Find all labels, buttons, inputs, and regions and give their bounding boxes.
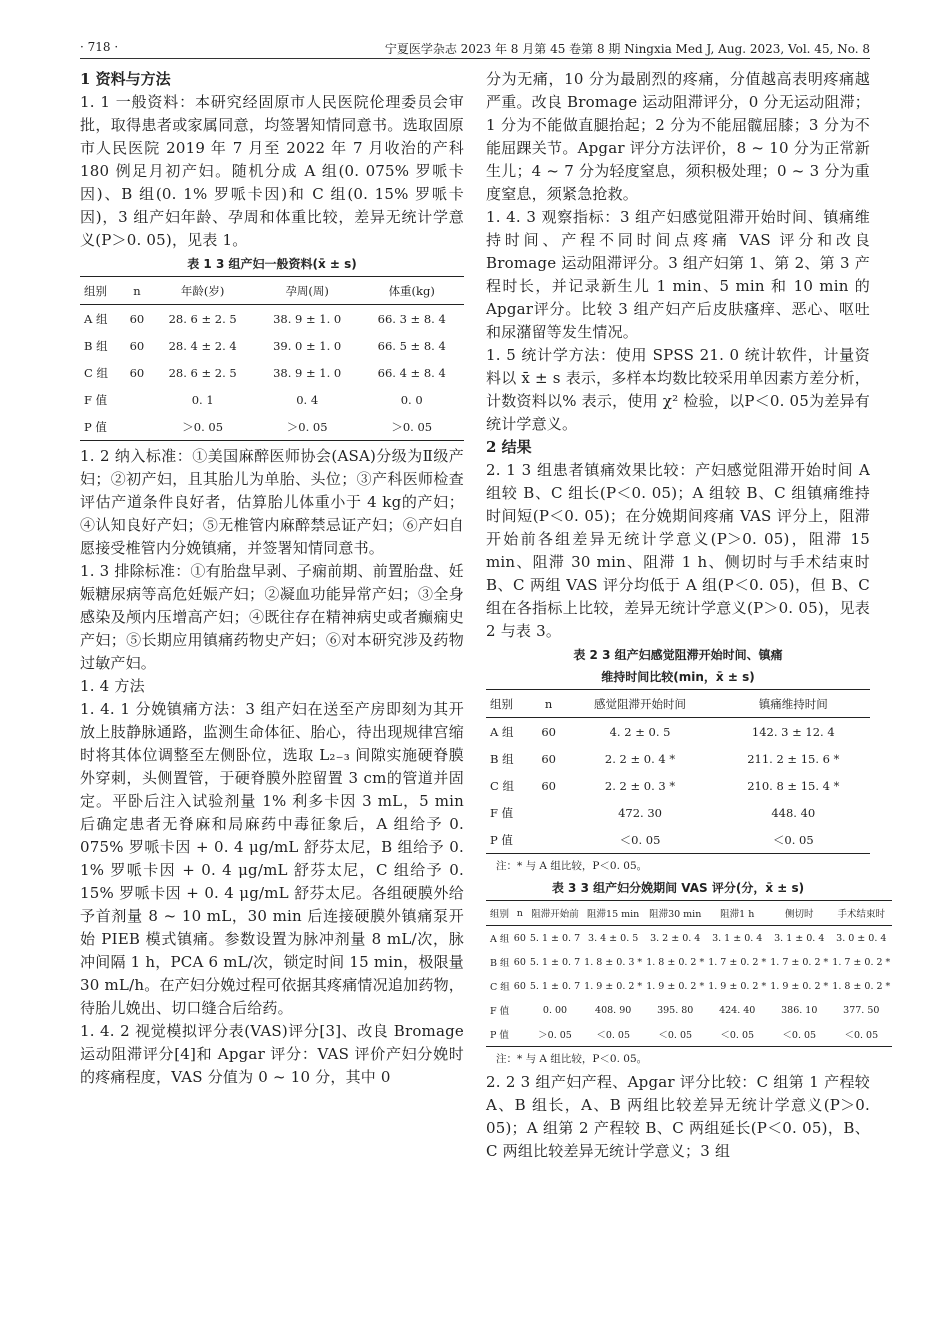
table-cell: 0. 1 <box>191 392 214 407</box>
paragraph-1-4: 1. 4 方法 <box>80 677 145 695</box>
table-row <box>486 799 870 826</box>
table-row <box>486 926 892 951</box>
table-cell: ＜0. 05 <box>844 1030 879 1041</box>
table-cell: ＜0. 05 <box>596 1030 631 1041</box>
table-cell <box>512 1022 528 1047</box>
table-cell: 1. 7 ± 0. 2 * <box>708 956 767 968</box>
table-cell: 0. 00 <box>542 1004 568 1016</box>
table-cell: 60 <box>513 980 526 992</box>
table-row <box>486 772 870 799</box>
table-cell: 5. 1 ± 0. 7 <box>529 956 581 968</box>
table-cell: P 值 <box>490 832 513 847</box>
table-cell: A 组 <box>84 311 108 326</box>
table-cell: 386. 10 <box>781 1004 818 1016</box>
table-cell: C 组 <box>490 982 510 993</box>
table-cell: 39. 0 ± 1. 0 <box>273 338 342 353</box>
table-cell: 66. 4 ± 8. 4 <box>377 365 446 380</box>
table-cell: 1. 8 ± 0. 3 * <box>584 956 643 968</box>
table-cell: 60 <box>129 311 145 326</box>
table-cell <box>534 826 564 854</box>
table-cell: 1. 9 ± 0. 2 * <box>770 980 829 992</box>
table2-note: 注：* 与 A 组比较，P＜0. 05。 <box>496 860 648 872</box>
table-cell: F 值 <box>490 805 514 820</box>
journal-header: 宁夏医学杂志 2023 年 8 月第 45 卷第 8 期 Ningxia Med J, Aug. 2023, Vol. 45, No. 8 <box>384 42 870 56</box>
table-cell: 28. 4 ± 2. 4 <box>168 338 237 353</box>
table-cell: 3. 1 ± 0. 4 <box>712 932 763 944</box>
table-cell: 395. 80 <box>657 1004 694 1016</box>
table-row <box>486 998 892 1022</box>
paragraph-1-3: 1. 3 排除标准：①有胎盘早剥、子痫前期、前置胎盘、妊娠糖尿病等高危妊娠产妇；②凝血功能异常产妇；③全身感染及颅内压增高产妇；④既往存在精神病史或者癫痫史产妇；⑤长期应用镇痛药物史产妇；⑥对本研究涉及药物过敏产妇。 <box>80 562 464 672</box>
table-header-cell: 组别 <box>490 696 513 711</box>
table-header-cell: n <box>133 283 141 298</box>
table-cell: 3. 4 ± 0. 5 <box>588 932 639 944</box>
table-cell: C 组 <box>490 778 514 793</box>
table-header-cell: 体重(kg) <box>388 283 435 298</box>
table-cell: ＞0. 05 <box>286 419 328 434</box>
table-header-cell: 感觉阻滞开始时间 <box>594 696 687 711</box>
table3-note: 注：* 与 A 组比较，P＜0. 05。 <box>496 1053 648 1065</box>
table-cell: B 组 <box>84 338 108 353</box>
table-cell: C 组 <box>84 365 108 380</box>
paragraph-1-4-3: 1. 4. 3 观察指标：3 组产妇感觉阻滞开始时间、镇痛维持时间、产程不同时间点疼痛 VAS 评分和改良 Bromage 运动阻滞评分。3 组产妇第 1、第 2、第 3 产程时长，并记录新生儿 1 min、5 min 和 10 min 的 Apgar评分。比较 3 组产妇产后皮肤瘙痒、恶心、呕吐和尿潴留等发生情况。 <box>486 208 870 341</box>
table-cell: 3. 1 ± 0. 4 <box>774 932 825 944</box>
table-row <box>80 386 464 413</box>
table-row <box>486 1022 892 1047</box>
table1 <box>80 276 464 441</box>
paragraph-2-1: 2. 1 3 组患者镇痛效果比较：产妇感觉阻滞开始时间 A 组较 B、C 组长(P＜0. 05)；A 组较 B、C 组镇痛维持时间短(P＜0. 05)；在分娩期间疼痛 VAS 评分上，阻滞开始前各组差异无统计学意义(P＞0. 05)，阻滞 15 min、阻滞 30 min、阻滞 1 h、侧切时与手术结束时 B、C 两组 VAS 评分均低于 A 组(P＜0. 05)，但 B、C 组在各指标上比较，差异无统计学意义(P＞0. 05)，见表 2 与表 3。 <box>486 461 870 640</box>
right-column <box>486 68 891 1163</box>
table-cell: P 值 <box>490 1030 509 1041</box>
table-header-cell: 组别 <box>490 909 510 920</box>
paragraph-1-1: 1. 1 一般资料：本研究经固原市人民医院伦理委员会审批，取得患者或家属同意，均签署知情同意书。选取固原市人民医院 2019 年 7 月至 2022 年 7 月收治的产科 180 例足月初产妇。随机分成 A 组(0. 075% 罗哌卡因)、B 组(0. 1% 罗哌卡因)和 C 组(0. 15% 罗哌卡因)，3 组产妇年龄、孕周和体重比较，差异无统计学意义(P＞0. 05)，见表 1。 <box>80 93 464 249</box>
table-header-cell: 侧切时 <box>785 909 814 920</box>
table-header-row <box>80 277 464 305</box>
table-header-cell: 年龄(岁) <box>180 283 225 298</box>
table-cell: B 组 <box>490 958 510 969</box>
table-cell: 28. 6 ± 2. 5 <box>168 311 237 326</box>
table3 <box>486 900 892 1047</box>
table-cell: 1. 8 ± 0. 2 * <box>832 980 891 992</box>
table-cell: A 组 <box>490 934 510 945</box>
table-cell: 60 <box>513 932 526 944</box>
table2-caption-line1: 表 2 3 组产妇感觉阻滞开始时间、镇痛 <box>573 648 783 662</box>
table-row <box>80 359 464 386</box>
paragraph-2-2: 2. 2 3 组产妇产程、Apgar 评分比较：C 组第 1 产程较 A、B 组长，A、B 两组比较差异无统计学意义(P＞0. 05)；A 组第 2 产程较 B、C 两组延长(P＜0. 05)，B、C 两组比较差异无统计学意义；3 组 <box>486 1073 870 1160</box>
table-cell: ＞0. 05 <box>538 1030 572 1041</box>
table-cell: 60 <box>541 778 556 793</box>
table-cell: B 组 <box>490 751 514 766</box>
table-header-cell: 阻滞开始前 <box>531 909 579 920</box>
table-row <box>486 826 870 854</box>
table-cell: 66. 5 ± 8. 4 <box>377 338 446 353</box>
table-cell: 28. 6 ± 2. 5 <box>168 365 237 380</box>
table-header-cell: 阻滞30 min <box>649 909 702 920</box>
table-cell: 5. 1 ± 0. 7 <box>529 980 581 992</box>
table-cell: 408. 90 <box>595 1004 632 1016</box>
table-cell: 210. 8 ± 15. 4 * <box>747 778 840 793</box>
table-cell: 0. 4 <box>296 392 319 407</box>
table2-caption-line2: 维持时间比较(min，x̄ ± s) <box>601 670 755 684</box>
paragraph-1-4-1: 1. 4. 1 分娩镇痛方法：3 组产妇在送至产房即刻为其开放上肢静脉通路，监测生命体征、胎心，待出现规律宫缩时将其体位调整至左侧卧位，选取 L₂₋₃ 间隙实施硬脊膜外穿刺，头侧置管，于硬脊膜外腔留置 3 cm的管道并固定。平卧后注入试验剂量 1% 利多卡因 3 mL，5 min 后确定患者无脊麻和局麻药中毒征象后，A 组给予 0. 075% 罗哌卡因 + 0. 4 μg/mL 舒芬太尼，B 组给予 0. 1% 罗哌卡因 + 0. 4 μg/mL 舒芬太尼，C 组给予 0. 15% 罗哌卡因 + 0. 4 μg/mL 舒芬太尼。各组硬膜外给予首剂量 8 ~ 10 mL，30 min 后连接硬膜外镇痛泵开始 PIEB 模式镇痛。参数设置为脉冲剂量 8 mL/次，脉冲间隔 1 h，PCA 6 mL/次，锁定时间 15 min，极限量 30 mL/h。在产妇分娩过程可依据其疼痛情况追加药物，待胎儿娩出、切口缝合后给药。 <box>80 700 464 1017</box>
table-cell: 60 <box>129 365 145 380</box>
table-cell: 4. 2 ± 0. 5 <box>609 724 671 739</box>
table-cell: F 值 <box>84 392 108 407</box>
table-cell: 5. 1 ± 0. 7 <box>529 932 581 944</box>
table-cell: 60 <box>541 724 556 739</box>
table-cell: 1. 8 ± 0. 2 * <box>646 956 705 968</box>
table-header-cell: 阻滞1 h <box>720 909 755 920</box>
table-row <box>80 332 464 359</box>
table-header-cell: 孕周(周) <box>285 283 329 298</box>
page-number: · 718 · <box>80 40 119 54</box>
table-cell: 424. 40 <box>719 1004 756 1016</box>
table-cell: 0. 0 <box>400 392 423 407</box>
table-row <box>486 745 870 772</box>
table-header-cell: 阻滞15 min <box>587 909 640 920</box>
table-cell: 377. 50 <box>843 1004 880 1016</box>
table-cell: 2. 2 ± 0. 4 * <box>604 751 676 766</box>
paragraph-1-5: 1. 5 统计学方法：使用 SPSS 21. 0 统计软件，计量资料以 x̄ ± s 表示，多样本均数比较采用单因素方差分析，计数资料以% 表示，使用 χ² 检验，以P＜0. 05为差异有统计学意义。 <box>486 346 870 433</box>
table-cell <box>534 799 564 826</box>
table-row <box>486 718 870 746</box>
left-column <box>80 68 464 1089</box>
table-cell: ＜0. 05 <box>720 1030 755 1041</box>
table-cell: 1. 9 ± 0. 2 * <box>646 980 705 992</box>
paragraph-1-4-2: 1. 4. 2 视觉模拟评分表(VAS)评分[3]、改良 Bromage运动阻滞评分[4]和 Apgar 评分：VAS 评价产妇分娩时的疼痛程度，VAS 分值为 0 ~ 10 分，其中 0 <box>80 1022 464 1086</box>
table-cell: 472. 30 <box>618 805 662 820</box>
table-cell: 1. 9 ± 0. 2 * <box>708 980 767 992</box>
table-cell: 60 <box>513 956 526 968</box>
table-cell: 142. 3 ± 12. 4 <box>751 724 835 739</box>
table-cell: 38. 9 ± 1. 0 <box>273 311 342 326</box>
table-header-row <box>486 690 870 718</box>
table-cell: 3. 2 ± 0. 4 <box>650 932 701 944</box>
table-cell: F 值 <box>490 1006 510 1017</box>
table-cell: ＜0. 05 <box>619 832 661 847</box>
table-row <box>80 413 464 441</box>
table1-caption: 表 1 3 组产妇一般资料(x̄ ± s) <box>187 257 357 271</box>
table-cell: ＞0. 05 <box>182 419 224 434</box>
table-header-row <box>486 901 892 926</box>
table-cell: 448. 40 <box>771 805 816 820</box>
table-cell: 211. 2 ± 15. 6 * <box>747 751 840 766</box>
table-cell: 1. 9 ± 0. 2 * <box>584 980 643 992</box>
table-cell: 2. 2 ± 0. 3 * <box>604 778 676 793</box>
table-header-cell: 组别 <box>84 283 107 298</box>
table-cell: ＜0. 05 <box>782 1030 817 1041</box>
table-cell <box>512 998 528 1022</box>
table-cell: ＜0. 05 <box>658 1030 693 1041</box>
table-cell: 60 <box>129 338 145 353</box>
table3-caption: 表 3 3 组产妇分娩期间 VAS 评分(分，x̄ ± s) <box>551 881 805 895</box>
table-cell: ＞0. 05 <box>391 419 433 434</box>
table-cell: P 值 <box>84 419 107 434</box>
table-cell: 38. 9 ± 1. 0 <box>273 365 342 380</box>
table-header-cell: n <box>516 907 523 919</box>
table2 <box>486 689 870 854</box>
table-cell: A 组 <box>490 724 514 739</box>
section-heading-methods: 1 资料与方法 <box>80 70 171 88</box>
table-row <box>486 950 892 974</box>
table-cell <box>123 386 150 413</box>
table-header-cell: 镇痛维持时间 <box>758 696 828 711</box>
paragraph-1-4-2-cont: 分为无痛，10 分为最剧烈的疼痛，分值越高表明疼痛越严重。改良 Bromage 运动阻滞评分，0 分无运动阻滞；1 分为不能做直腿抬起；2 分为不能屈髋屈膝；3 分为不能屈踝关节。Apgar 评分方法评价，8 ~ 10 分为正常新生儿；4 ~ 7 分为轻度窒息，须积极处理；0 ~ 3 分为重度窒息，须紧急抢救。 <box>486 70 870 203</box>
paragraph-1-2: 1. 2 纳入标准：①美国麻醉医师协会(ASA)分级为Ⅱ级产妇；②初产妇，且其胎儿为单胎、头位；③产科医师检查评估产道条件良好者，估算胎儿体重小于 4 kg的产妇；④认知良好产妇；⑤无椎管内麻醉禁忌证产妇；⑥产妇自愿接受椎管内分娩镇痛，并签署知情同意书。 <box>80 447 464 557</box>
section-heading-results: 2 结果 <box>486 438 532 456</box>
table-cell: 66. 3 ± 8. 4 <box>377 311 446 326</box>
table-cell: ＜0. 05 <box>772 832 814 847</box>
table-cell: 1. 7 ± 0. 2 * <box>770 956 829 968</box>
header-rule <box>80 58 870 59</box>
table-row <box>486 974 892 998</box>
table-cell: 60 <box>541 751 556 766</box>
table-cell: 3. 0 ± 0. 4 <box>836 932 887 944</box>
table-header-cell: n <box>544 696 553 711</box>
table-cell <box>123 413 150 441</box>
table-header-cell: 手术结束时 <box>837 909 886 920</box>
table-row <box>80 305 464 333</box>
table-cell: 1. 7 ± 0. 2 * <box>832 956 891 968</box>
